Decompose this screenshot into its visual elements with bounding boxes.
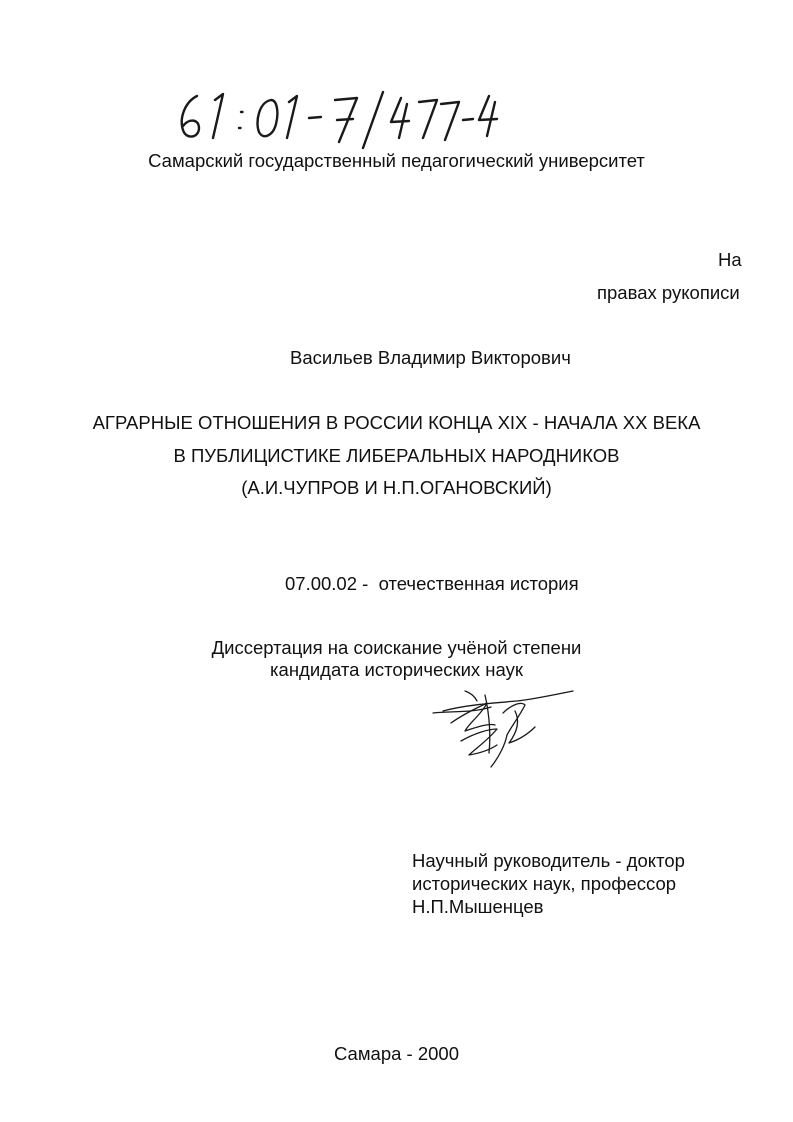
specialty-code: 07.00.02 - xyxy=(285,573,369,594)
title-line-1: АГРАРНЫЕ ОТНОШЕНИЯ В РОССИИ КОНЦА XIX - НАЧАЛА XX ВЕКА xyxy=(92,412,701,433)
handwritten-archive-code xyxy=(175,88,515,150)
title-line-2: В ПУБЛИЦИСТИКЕ ЛИБЕРАЛЬНЫХ НАРОДНИКОВ xyxy=(173,445,620,466)
handwritten-signature-icon xyxy=(425,683,585,773)
supervisor-name: Н.П.Мышенцев xyxy=(412,896,544,917)
supervisor-line-2: исторических наук, профессор xyxy=(412,873,677,894)
place-year: Самара - 2000 xyxy=(333,1043,460,1064)
specialty xyxy=(285,573,579,595)
degree-line-2: кандидата исторических наук xyxy=(270,659,523,680)
university-name: Самарский государственный педагогический университет xyxy=(148,150,645,171)
manuscript-rights-line2: правах рукописи xyxy=(597,282,740,303)
degree-line-1: Диссертация на соискание учёной степени xyxy=(211,637,582,658)
author-name: Васильев Владимир Викторович xyxy=(290,347,571,368)
manuscript-rights-line1: На xyxy=(718,249,742,270)
title-line-3: (А.И.ЧУПРОВ И Н.П.ОГАНОВСКИЙ) xyxy=(241,477,552,498)
specialty-name: отечественная история xyxy=(378,573,579,594)
supervisor-line-1: Научный руководитель - доктор xyxy=(412,850,685,871)
